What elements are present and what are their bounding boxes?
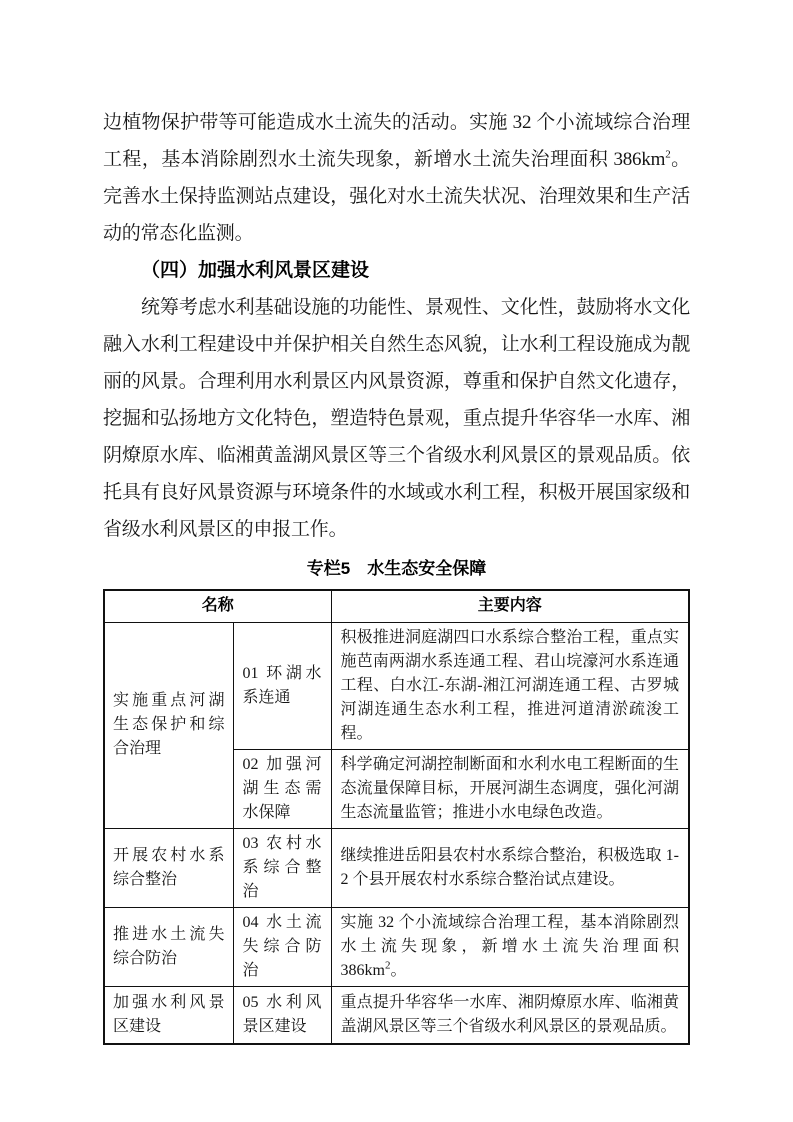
row-code-cell: 01 环湖水系连通 <box>233 622 331 749</box>
row-group-cell: 加强水利风景区建设 <box>104 986 233 1044</box>
row-group-cell: 开展农村水系综合整治 <box>104 828 233 907</box>
superscript-2: 2 <box>384 959 391 972</box>
table-header-row <box>104 590 689 622</box>
paragraph-1-text: 边植物保护带等可能造成水土流失的活动。实施 32 个小流域综合治理工程，基本消除剧烈水土流失现象，新增水土流失治理面积 386km <box>103 112 690 170</box>
row-content-cell: 重点提升华容华一水库、湘阴燎原水库、临湘黄盖湖风景区等三个省级水利风景区的景观品质。 <box>331 986 689 1044</box>
row-group-cell: 实施重点河湖生态保护和综合治理 <box>104 622 233 828</box>
row-content-cell: 科学确定河湖控制断面和水利水电工程断面的生态流量保障目标，开展河湖生态调度，强化河湖生态流量监管；推进小水电绿色改造。 <box>331 749 689 828</box>
row-content-cell: 继续推进岳阳县农村水系综合整治，积极选取 1-2 个县开展农村水系综合整治试点建设。 <box>331 828 689 907</box>
row-content-cell: 积极推进洞庭湖四口水系综合整治工程，重点实施芭南两湖水系连通工程、君山垸濠河水系连通工程、白水江-东湖-湘江河湖连通工程、古罗城河湖连通生态水利工程，推进河道清淤疏浚工程。 <box>331 622 689 749</box>
table-caption: 专栏5 水生态安全保障 <box>306 559 487 578</box>
row-content-text: 实施 32 个小流域综合治理工程，基本消除剧烈水土流失现象，新增水土流失治理面积 386km <box>340 913 680 979</box>
column-5-table <box>103 589 690 1045</box>
table-row <box>104 986 689 1044</box>
paragraph-1-text-cont: 。完善水土保持监测站点建设，强化对水土流失状况、治理效果和生产活动的常态化监测。 <box>103 149 690 244</box>
row-content-text-cont: 。 <box>390 961 407 979</box>
row-code-cell: 04 水土流失综合防治 <box>233 907 331 986</box>
row-code-cell: 02 加强河湖生态需水保障 <box>233 749 331 828</box>
table-row <box>104 907 689 986</box>
section-heading: （四）加强水利风景区建设 <box>141 260 370 281</box>
header-cell-content: 主要内容 <box>331 590 689 622</box>
row-content-cell <box>331 907 689 986</box>
row-code-cell: 03 农村水系综合整治 <box>233 828 331 907</box>
body-paragraph-1 <box>103 104 690 252</box>
header-cell-name: 名称 <box>104 590 331 622</box>
row-code-cell: 05 水利风景区建设 <box>233 986 331 1044</box>
body-paragraph-2: 统筹考虑水利基础设施的功能性、景观性、文化性，鼓励将水文化融入水利工程建设中并保护相关自然生态风貌，让水利工程设施成为靓丽的风景。合理利用水利景区内风景资源，尊重和保护自然文化遗存，挖掘和弘扬地方文化特色，塑造特色景观，重点提升华容华一水库、湘阴燎原水库、临湘黄盖湖风景区等三个省级水利风景区的景观品质。依托具有良好风景资源与环境条件的水域或水利工程，积极开展国家级和省级水利风景区的申报工作。 <box>103 297 690 540</box>
table-row <box>104 828 689 907</box>
page-content <box>103 104 690 1045</box>
superscript-2: 2 <box>665 148 671 161</box>
row-group-cell: 推进水土流失综合防治 <box>104 907 233 986</box>
table-row <box>104 622 689 749</box>
